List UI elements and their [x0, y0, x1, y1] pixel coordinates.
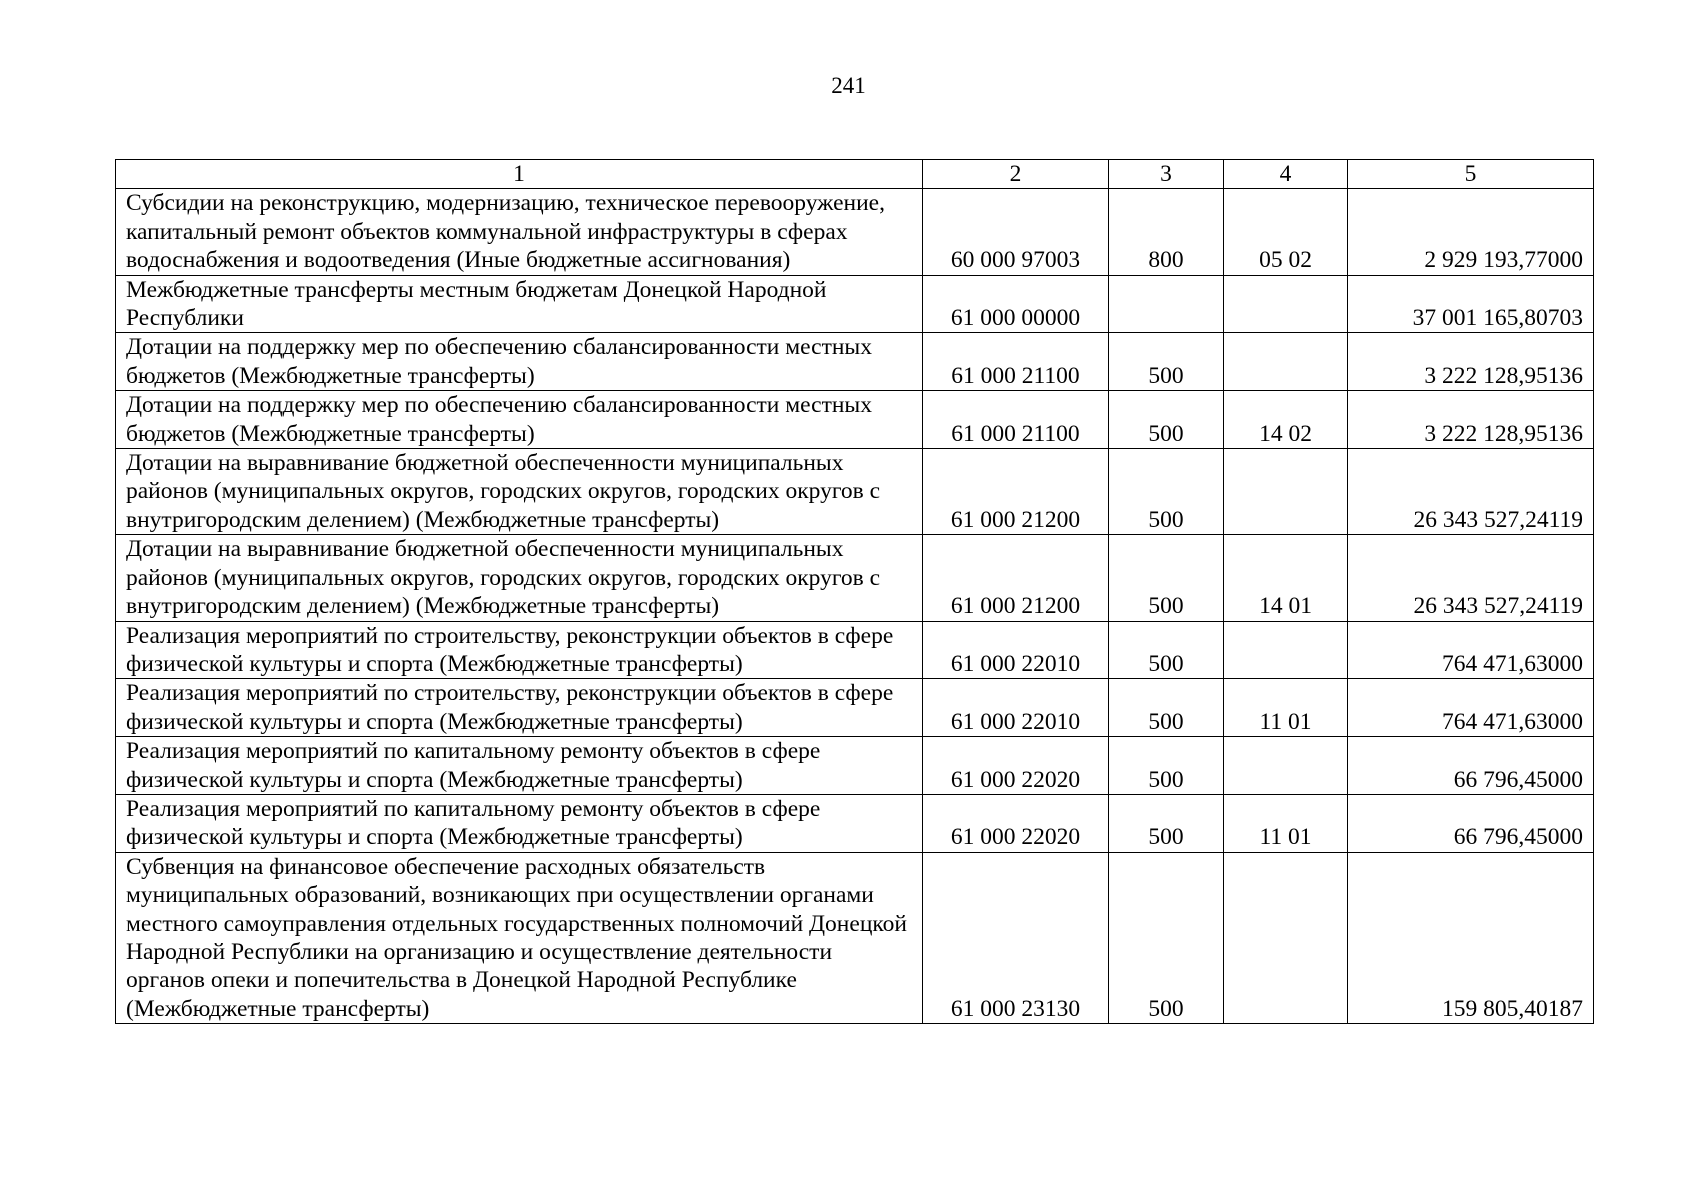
row-section [1224, 333, 1348, 391]
row-amount: 2 929 193,77000 [1348, 189, 1594, 275]
table-row [116, 737, 1594, 795]
row-name: Реализация мероприятий по капитальному ремонту объектов в сфере физической культуры и спорта (Межбюджетные трансферты) [116, 737, 923, 795]
row-amount: 26 343 527,24119 [1348, 449, 1594, 535]
header-col-5: 5 [1348, 160, 1594, 189]
row-name: Дотации на поддержку мер по обеспечению сбалансированности местных бюджетов (Межбюджетные трансферты) [116, 333, 923, 391]
row-type: 500 [1109, 621, 1224, 679]
row-code: 61 000 22020 [923, 794, 1109, 852]
row-name: Реализация мероприятий по строительству, реконструкции объектов в сфере физической культуры и спорта (Межбюджетные трансферты) [116, 679, 923, 737]
row-amount: 3 222 128,95136 [1348, 333, 1594, 391]
table-row [116, 189, 1594, 275]
row-name: Межбюджетные трансферты местным бюджетам Донецкой Народной Республики [116, 275, 923, 333]
row-amount: 764 471,63000 [1348, 679, 1594, 737]
header-col-1: 1 [116, 160, 923, 189]
row-type: 500 [1109, 852, 1224, 1023]
row-code: 61 000 23130 [923, 852, 1109, 1023]
row-amount: 764 471,63000 [1348, 621, 1594, 679]
row-section [1224, 275, 1348, 333]
table-row [116, 679, 1594, 737]
row-section: 14 02 [1224, 391, 1348, 449]
row-type: 500 [1109, 794, 1224, 852]
row-name: Реализация мероприятий по строительству, реконструкции объектов в сфере физической культуры и спорта (Межбюджетные трансферты) [116, 621, 923, 679]
row-section [1224, 737, 1348, 795]
header-col-2: 2 [923, 160, 1109, 189]
row-type: 500 [1109, 391, 1224, 449]
row-name: Реализация мероприятий по капитальному ремонту объектов в сфере физической культуры и спорта (Межбюджетные трансферты) [116, 794, 923, 852]
header-col-4: 4 [1224, 160, 1348, 189]
row-name: Дотации на выравнивание бюджетной обеспеченности муниципальных районов (муниципальных округов, городских округов, городских округов с внутригородским делением) (Межбюджетные трансферты) [116, 449, 923, 535]
table-row [116, 535, 1594, 621]
row-section [1224, 852, 1348, 1023]
row-section [1224, 449, 1348, 535]
row-code: 61 000 22020 [923, 737, 1109, 795]
row-code: 61 000 22010 [923, 679, 1109, 737]
table-row [116, 794, 1594, 852]
row-code: 61 000 22010 [923, 621, 1109, 679]
row-type: 500 [1109, 333, 1224, 391]
row-code: 60 000 97003 [923, 189, 1109, 275]
row-amount: 66 796,45000 [1348, 794, 1594, 852]
row-code: 61 000 00000 [923, 275, 1109, 333]
row-amount: 37 001 165,80703 [1348, 275, 1594, 333]
row-name: Субвенция на финансовое обеспечение расходных обязательств муниципальных образований, возникающих при осуществлении органами местного самоуправления отдельных государственных полномочий Донецкой Народной Республики на организацию и осуществление деятельности органов опеки и попечительства в Донецкой Народной Республике (Межбюджетные трансферты) [116, 852, 923, 1023]
row-name: Дотации на поддержку мер по обеспечению сбалансированности местных бюджетов (Межбюджетные трансферты) [116, 391, 923, 449]
row-section: 11 01 [1224, 794, 1348, 852]
row-section [1224, 621, 1348, 679]
row-type [1109, 275, 1224, 333]
row-code: 61 000 21100 [923, 333, 1109, 391]
row-code: 61 000 21100 [923, 391, 1109, 449]
row-section: 14 01 [1224, 535, 1348, 621]
header-col-3: 3 [1109, 160, 1224, 189]
row-amount: 3 222 128,95136 [1348, 391, 1594, 449]
row-type: 500 [1109, 737, 1224, 795]
row-amount: 159 805,40187 [1348, 852, 1594, 1023]
budget-table [115, 159, 1594, 1024]
table-row [116, 852, 1594, 1023]
row-type: 500 [1109, 449, 1224, 535]
row-type: 500 [1109, 679, 1224, 737]
row-name: Дотации на выравнивание бюджетной обеспеченности муниципальных районов (муниципальных округов, городских округов, городских округов с внутригородским делением) (Межбюджетные трансферты) [116, 535, 923, 621]
table-row [116, 391, 1594, 449]
table-row [116, 333, 1594, 391]
row-section: 11 01 [1224, 679, 1348, 737]
table-row [116, 449, 1594, 535]
table-header-row [116, 160, 1594, 189]
row-amount: 66 796,45000 [1348, 737, 1594, 795]
row-code: 61 000 21200 [923, 535, 1109, 621]
row-amount: 26 343 527,24119 [1348, 535, 1594, 621]
row-name: Субсидии на реконструкцию, модернизацию, техническое перевооружение, капитальный ремонт объектов коммунальной инфраструктуры в сферах водоснабжения и водоотведения (Иные бюджетные ассигнования) [116, 189, 923, 275]
row-type: 500 [1109, 535, 1224, 621]
table-row [116, 621, 1594, 679]
row-code: 61 000 21200 [923, 449, 1109, 535]
row-type: 800 [1109, 189, 1224, 275]
table-row [116, 275, 1594, 333]
page-number: 241 [831, 73, 866, 98]
row-section: 05 02 [1224, 189, 1348, 275]
